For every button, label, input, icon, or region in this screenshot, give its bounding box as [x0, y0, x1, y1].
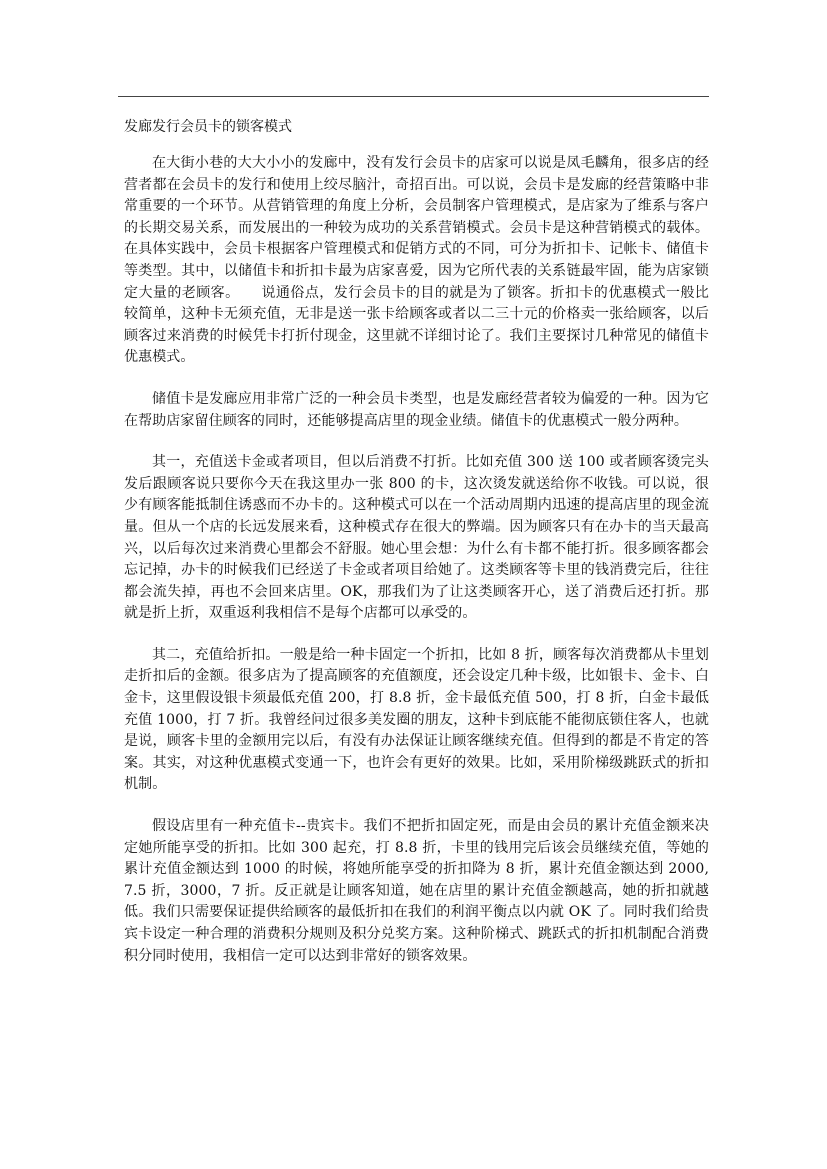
paragraph-intro: 在大街小巷的大大小小的发廊中，没有发行会员卡的店家可以说是凤毛麟角，很多店的经营者都在会员卡的发行和使用上绞尽脑汁，奇招百出。可以说，会员卡是发廊的经营策略中非常重要的一个环节。从营销管理的角度上分析，会员制客户管理模式，是店家为了维系与客户的长期交易关系，而发展出的一种较为成功的关系营销模式。会员卡是这种营销模式的载体。在具体实践中，会员卡根据客户管理模式和促销方式的不同，可分为折扣卡、记帐卡、储值卡等类型。其中，以储值卡和折扣卡最为店家喜爱，因为它所代表的关系链最牢固，能为店家锁定大量的老顾客。 说通俗点，发行会员卡的目的就是为了锁客。折扣卡的优惠模式一般比较简单，这种卡无须充值，无非是送一张卡给顾客或者以二三十元的价格卖一张给顾客，以后顾客过来消费的时候凭卡打折付现金，这里就不详细讨论了。我们主要探讨几种常见的储值卡优惠模式。 [124, 155, 709, 366]
document-body [124, 153, 709, 987]
paragraph-vip-card: 假设店里有一种充值卡--贵宾卡。我们不把折扣固定死，而是由会员的累计充值金额来决定她所能享受的折扣。比如 300 起充，打 8.8 折，卡里的钱用完后该会员继续充值，等她的累计充值金额达到 1000 的时候，将她所能享受的折扣降为 8 折，累计充值金额达到 2000,7.5 折，3000，7 折。反正就是让顾客知道，她在店里的累计充值金额越高，她的折扣就越低。我们只需要保证提供给顾客的最低折扣在我们的利润平衡点以内就 OK 了。同时我们给贵宾卡设定一种合理的消费积分规则及积分兑奖方案。这种阶梯式、跳跃式的折扣机制配合消费积分同时使用，我相信一定可以达到非常好的锁客效果。 [124, 818, 709, 964]
paragraph-mode-two: 其二，充值给折扣。一般是给一种卡固定一个折扣，比如 8 折，顾客每次消费都从卡里划走折扣后的金额。很多店为了提高顾客的充值额度，还会设定几种卡级，比如银卡、金卡、白金卡，这里假设银卡须最低充值 200，打 8.8 折，金卡最低充值 500，打 8 折，白金卡最低充值 1000，打 7 折。我曾经问过很多美发圈的朋友，这种卡到底能不能彻底锁住客人，也就是说，顾客卡里的金额用完以后，有没有办法保证让顾客继续充值。但得到的都是不肯定的答案。其实，对这种优惠模式变通一下，也许会有更好的效果。比如，采用阶梯级跳跃式的折扣机制。 [124, 646, 709, 793]
document-title: 发廊发行会员卡的锁客模式 [124, 119, 292, 135]
paragraph-stored-value-card: 储值卡是发廊应用非常广泛的一种会员卡类型，也是发廊经营者较为偏爱的一种。因为它在帮助店家留住顾客的同时，还能够提高店里的现金业绩。储值卡的优惠模式一般分两种。 [124, 390, 709, 429]
paragraph-mode-one: 其一，充值送卡金或者项目，但以后消费不打折。比如充值 300 送 100 或者顾客烫完头发后跟顾客说只要你今天在我这里办一张 800 的卡，这次烫发就送给你不收钱。可以说，很少有顾客能抵制住诱惑而不办卡的。这种模式可以在一个活动周期内迅速的提高店里的现金流量。但从一个店的长远发展来看，这种模式存在很大的弊端。因为顾客只有在办卡的当天最高兴，以后每次过来消费心里都会不舒服。她心里会想：为什么有卡都不能打折。很多顾客都会忘记掉，办卡的时候我们已经送了卡金或者项目给她了。这类顾客等卡里的钱消费完后，往往都会流失掉，再也不会回来店里。OK，那我们为了让这类顾客开心，送了消费后还打折。那就是折上折，双重返利我相信不是每个店都可以承受的。 [124, 454, 709, 622]
header-rule [118, 96, 709, 97]
